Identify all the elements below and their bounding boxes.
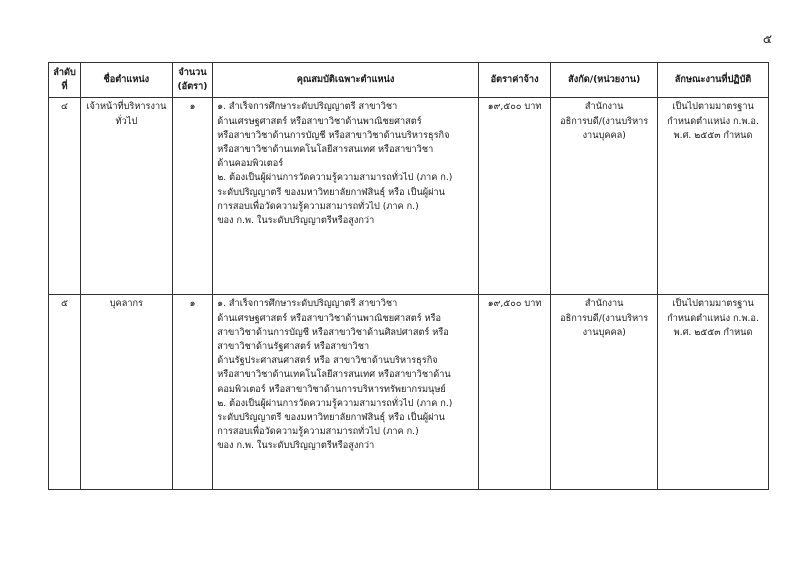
positions-table — [48, 62, 769, 490]
qualification-line: ของ ก.พ. ในระดับปริญญาตรีหรือสูงกว่า — [217, 215, 375, 227]
qualification-line: ๒. ต้องเป็นผู้ผ่านการวัดความรู้ความสามารถทั่วไป (ภาค ก.) — [217, 397, 453, 409]
qualification-line: การสอบเพื่อวัดความรู้ความสามารถทั่วไป (ภาค ก.) — [217, 426, 419, 438]
qualification-line: สาขาวิชาด้านรัฐศาสตร์ หรือสาขาวิชา — [217, 341, 370, 353]
cell-count: ๑ — [172, 98, 213, 295]
header-job-nature: ลักษณะงานที่ปฏิบัติ — [658, 63, 769, 98]
table-header-row — [49, 63, 769, 98]
header-order: ลำดับที่ — [49, 63, 81, 98]
qualification-line: คอมพิวเตอร์ หรือสาขาวิชาด้านการบริหารทรัพยากรมนุษย์ — [217, 383, 446, 395]
qualification-line: ระดับปริญญาตรี ของมหาวิทยาลัยกาฬสินธุ์ หรือ เป็นผู้ผ่าน — [217, 412, 445, 424]
qualification-line: ด้านรัฐประศาสนศาสตร์ หรือ สาขาวิชาด้านบริหารธุรกิจ — [217, 355, 438, 367]
qualification-line: ๑. สำเร็จการศึกษาระดับปริญญาตรี สาขาวิชา — [217, 298, 398, 310]
cell-order: ๕ — [49, 295, 81, 490]
qualification-line: ระดับปริญญาตรี ของมหาวิทยาลัยกาฬสินธุ์ หรือ เป็นผู้ผ่าน — [217, 186, 445, 198]
cell-qualifications — [213, 295, 479, 490]
qualification-line: หรือสาขาวิชาด้านเทคโนโลยีสารสนเทศ หรือสาขาวิชาด้าน — [217, 369, 451, 381]
qualification-line: ด้านเศรษฐศาสตร์ หรือสาขาวิชาด้านพาณิชยศาสตร์ — [217, 115, 422, 127]
cell-job-nature: เป็นไปตามมาตรฐานกำหนดตำแหน่ง ก.พ.อ. พ.ศ. ๒๕๕๓ กำหนด — [658, 98, 769, 295]
header-position: ชื่อตำแหน่ง — [81, 63, 173, 98]
qualification-line: หรือสาขาวิชาด้านเทคโนโลยีสารสนเทศ หรือสาขาวิชา — [217, 144, 434, 156]
cell-department: สำนักงานอธิการบดี/(งานบริหารงานบุคคล) — [551, 295, 658, 490]
cell-qualifications — [213, 98, 479, 295]
cell-position: บุคลากร — [81, 295, 173, 490]
qualification-line: การสอบเพื่อวัดความรู้ความสามารถทั่วไป (ภาค ก.) — [217, 200, 419, 212]
qualification-line: สาขาวิชาด้านการบัญชี หรือสาขาวิชาด้านศิลปศาสตร์ หรือ — [217, 326, 449, 338]
cell-salary: ๑๙,๕๐๐ บาท — [478, 98, 551, 295]
header-salary: อัตราค่าจ้าง — [478, 63, 551, 98]
cell-count: ๑ — [172, 295, 213, 490]
table-row — [49, 98, 769, 295]
qualification-line: ๒. ต้องเป็นผู้ผ่านการวัดความรู้ความสามารถทั่วไป (ภาค ก.) — [217, 172, 453, 184]
qualification-line: ด้านคอมพิวเตอร์ — [217, 158, 284, 170]
table-row — [49, 295, 769, 490]
header-count: จำนวน (อัตรา) — [172, 63, 213, 98]
cell-order: ๔ — [49, 98, 81, 295]
qualification-line: ด้านเศรษฐศาสตร์ หรือสาขาวิชาด้านพาณิชยศาสตร์ หรือ — [217, 312, 442, 324]
header-qualifications: คุณสมบัติเฉพาะตำแหน่ง — [213, 63, 479, 98]
qualification-line: หรือสาขาวิชาด้านการบัญชี หรือสาขาวิชาด้านบริหารธุรกิจ — [217, 129, 450, 141]
cell-job-nature: เป็นไปตามมาตรฐานกำหนดตำแหน่ง ก.พ.อ. พ.ศ. ๒๕๕๓ กำหนด — [658, 295, 769, 490]
qualification-line: ของ ก.พ. ในระดับปริญญาตรีหรือสูงกว่า — [217, 440, 375, 452]
cell-salary: ๑๙,๕๐๐ บาท — [478, 295, 551, 490]
qualification-line: ๑. สำเร็จการศึกษาระดับปริญญาตรี สาขาวิชา — [217, 101, 398, 113]
cell-department: สำนักงานอธิการบดี/(งานบริหารงานบุคคล) — [551, 98, 658, 295]
header-department: สังกัด/(หน่วยงาน) — [551, 63, 658, 98]
cell-position: เจ้าหน้าที่บริหารงานทั่วไป — [81, 98, 173, 295]
page-number: ๕ — [762, 32, 772, 46]
